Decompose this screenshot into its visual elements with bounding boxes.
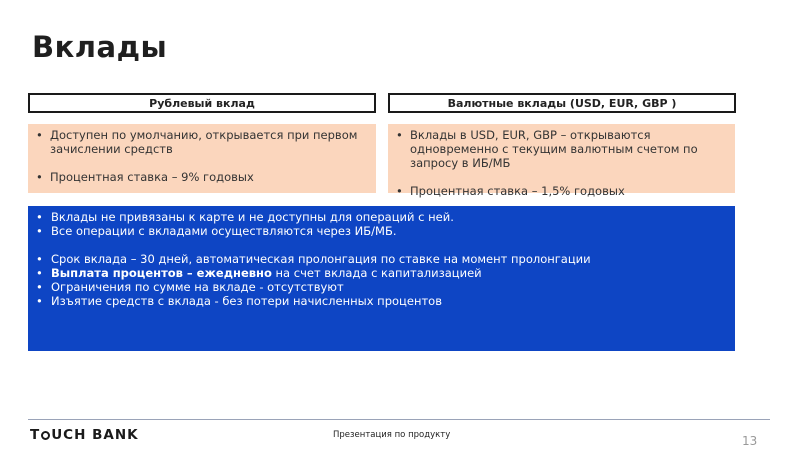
currency-bullet-opening: • Вклады в USD, EUR, GBP – открываются одновременно с текущим валютным счетом по запросу в ИБ/МБ [396, 128, 729, 170]
interest-rest-text: на счет вклада с капитализацией [271, 266, 482, 280]
ruble-bullet-rate: • Процентная ставка – 9% годовых [36, 170, 370, 184]
deposit-details-panel [28, 206, 735, 351]
detail-bullet-operations: • Все операции с вкладами осуществляются через ИБ/МБ. [36, 224, 727, 238]
currency-bullet-rate: • Процентная ставка – 1,5% годовых [396, 184, 729, 198]
detail-bullet-term: • Срок вклада – 30 дней, автоматическая пролонгация по ставке на момент пролонгации [36, 252, 727, 266]
touch-bank-logo [30, 427, 139, 443]
page-number: 13 [742, 434, 758, 448]
footer-caption: Презентация по продукту [333, 430, 451, 440]
ruble-bullet-availability: • Доступен по умолчанию, открывается при первом зачислении средств [36, 128, 370, 156]
footer-divider [28, 419, 770, 420]
detail-bullet-no-card: • Вклады не привязаны к карте и не доступны для операций с ней. [36, 210, 727, 224]
slide-title: Вклады [32, 30, 168, 64]
detail-bullet-withdrawal: • Изъятие средств с вклада - без потери начисленных процентов [36, 294, 727, 308]
logo-ring-icon [41, 431, 50, 440]
logo-text-end: UCH BANK [51, 427, 139, 443]
ruble-deposit-header: Рублевый вклад [28, 93, 376, 113]
logo-text-start: T [30, 427, 41, 443]
ruble-deposit-panel [28, 124, 376, 193]
currency-deposit-header: Валютные вклады (USD, EUR, GBP ) [388, 93, 736, 113]
detail-bullet-limits: • Ограничения по сумме на вкладе - отсутствуют [36, 280, 727, 294]
currency-deposit-panel [388, 124, 735, 198]
interest-bold-text: Выплата процентов – ежедневно [51, 266, 272, 280]
detail-bullet-interest [36, 266, 727, 280]
